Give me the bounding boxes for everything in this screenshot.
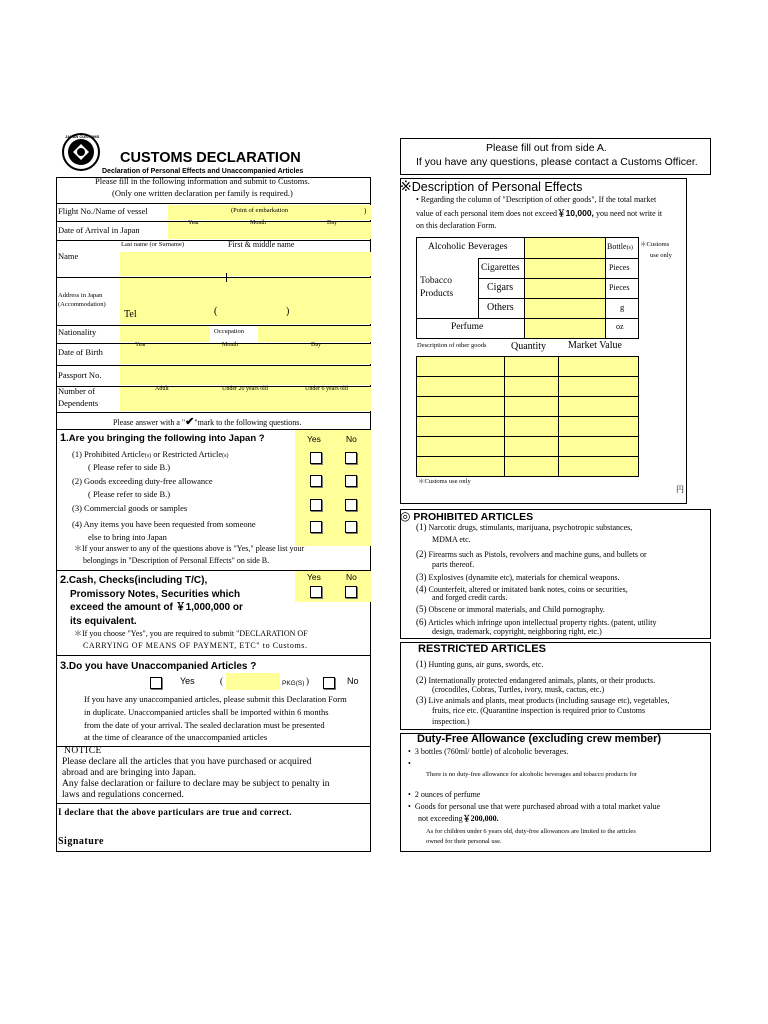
bottles-unit: Bottle(s) bbox=[607, 242, 633, 251]
nationality-label: Nationality bbox=[58, 327, 97, 337]
instructions-line1: Please fill in the following information and submit to Customs. bbox=[95, 176, 310, 186]
pe-customs-use-only: ＊Customs use only bbox=[418, 478, 471, 485]
q1-item1-yes-checkbox[interactable] bbox=[310, 452, 322, 464]
q3-no-checkbox[interactable] bbox=[323, 677, 335, 689]
perfume-unit: oz bbox=[616, 322, 624, 331]
q3-text-2: in duplicate. Unaccompanied articles shall be imported within 6 months bbox=[84, 707, 329, 717]
q3-yes-checkbox[interactable] bbox=[150, 677, 162, 689]
passport-label: Passport No. bbox=[58, 370, 102, 380]
notice-title: NOTICE bbox=[64, 746, 102, 756]
prohibited-item-4: (4) Counterfeit, altered or imitated bank notes, coins or securities, bbox=[416, 584, 628, 594]
q1-item3-no-checkbox[interactable] bbox=[345, 499, 357, 511]
duty-free-bullet-2: • bbox=[408, 759, 411, 768]
address-label-1: Address in Japan bbox=[58, 292, 103, 299]
signature-label: Signature bbox=[58, 836, 104, 847]
tobacco-label-2: Products bbox=[420, 289, 454, 299]
q1-item4-no-checkbox[interactable] bbox=[345, 521, 357, 533]
q2-note-1: ＊If you choose "Yes", you are required to submit "DECLARATION OF bbox=[74, 629, 308, 638]
pe-note-3: on this declaration Form. bbox=[416, 221, 497, 230]
embarkation-close: ) bbox=[364, 207, 367, 215]
q1-item3-yes-checkbox[interactable] bbox=[310, 499, 322, 511]
q3-heading: 3.Do you have Unaccompanied Articles ? bbox=[60, 660, 257, 672]
side-b-line2: If you have any questions, please contact a Customs Officer. bbox=[416, 156, 698, 168]
q1-item2-no-checkbox[interactable] bbox=[345, 475, 357, 487]
q1-item-4-cont: else to bring into Japan bbox=[88, 532, 167, 542]
q3-no-label: No bbox=[347, 676, 359, 686]
prohibited-title: ◎ PROHIBITED ARTICLES bbox=[400, 509, 534, 523]
duty-free-item-2: • 2 ounces of perfume bbox=[408, 790, 481, 799]
declaration-statement: I declare that the above particulars are true and correct. bbox=[58, 807, 292, 817]
q1-item-2-note: ( Please refer to side B.) bbox=[88, 489, 171, 499]
others-input[interactable] bbox=[525, 299, 605, 318]
logo-text: JAPAN CUSTOMS bbox=[65, 134, 100, 139]
under6-label: Under 6 years old bbox=[305, 386, 348, 392]
form-subtitle: Declaration of Personal Effects and Unaccompanied Articles bbox=[102, 168, 304, 175]
q3-text-3: from the date of your arrival. The sealed declaration must be presented bbox=[84, 720, 325, 730]
name-input[interactable] bbox=[120, 252, 371, 276]
yen-mark: 円 bbox=[676, 485, 684, 494]
alcohol-input[interactable] bbox=[525, 238, 605, 258]
q1-note-2: belongings in "Description of Personal Effects" on side B. bbox=[83, 556, 270, 565]
restricted-item-2: (2) Internationally protected endangered animals, plants, or their products. bbox=[416, 675, 656, 685]
dob-year: Year bbox=[135, 342, 147, 348]
flight-label: Flight No./Name of vessel bbox=[58, 206, 148, 216]
q1-item1-no-checkbox[interactable] bbox=[345, 452, 357, 464]
prohibited-item-6-cont: design, trademark, copyright, neighboring right, etc.) bbox=[432, 627, 602, 636]
instructions-line2: (Only one written declaration per family is required.) bbox=[112, 188, 293, 198]
alcohol-label: Alcoholic Beverages bbox=[428, 242, 508, 252]
last-name-label: Last name (or Surname) bbox=[121, 241, 184, 248]
tobacco-label-1: Tobacco bbox=[420, 276, 453, 286]
restricted-item-3: (3) Live animals and plants, meat products (including sausage etc), vegetables, bbox=[416, 695, 670, 705]
notice-line-1: Please declare all the articles that you have purchased or acquired bbox=[62, 757, 312, 767]
nationality-input[interactable] bbox=[120, 326, 210, 342]
q1-note-1: ＊If your answer to any of the questions above is "Yes," please list your bbox=[74, 544, 305, 553]
q2-no-label: No bbox=[346, 572, 357, 582]
q3-text-1: If you have any unaccompanied articles, please submit this Declaration Form bbox=[84, 694, 347, 704]
month-label: Month bbox=[250, 220, 267, 226]
q2-yes-checkbox[interactable] bbox=[310, 586, 322, 598]
q1-item-1-note: ( Please refer to side B.) bbox=[88, 462, 171, 472]
q2-line4: its equivalent. bbox=[70, 616, 137, 627]
restricted-item-1: (1) Hunting guns, air guns, swords, etc. bbox=[416, 659, 544, 669]
duty-free-note-2b: owned for their personal use. bbox=[426, 838, 502, 845]
q2-line3: exceed the amount of ￥1,000,000 or bbox=[70, 602, 243, 613]
others-label: Others bbox=[487, 302, 514, 313]
restricted-item-3-cont: fruits, rice etc. (Quarantine inspection is required prior to Customs bbox=[432, 706, 646, 715]
dob-day: Day bbox=[311, 342, 321, 348]
form-title: CUSTOMS DECLARATION bbox=[120, 150, 301, 166]
first-name-label: First & middle name bbox=[228, 240, 295, 249]
dependents-label-2: Dependents bbox=[58, 398, 99, 408]
tel-close: ) bbox=[286, 306, 290, 317]
q2-no-checkbox[interactable] bbox=[345, 586, 357, 598]
others-unit: g bbox=[620, 302, 625, 312]
q3-pkg-input[interactable] bbox=[226, 673, 280, 690]
duty-free-item-1: • 3 bottles (760ml/ bottle) of alcoholic beverages. bbox=[408, 747, 569, 756]
q2-line2: Promissory Notes, Securities which bbox=[70, 589, 241, 600]
dob-label: Date of Birth bbox=[58, 347, 103, 357]
customs-logo bbox=[62, 133, 100, 171]
prohibited-item-2-cont: parts thereof. bbox=[432, 560, 475, 569]
prohibited-item-6: (6) Articles which infringe upon intellectual property rights. (patent, utility bbox=[416, 617, 657, 627]
adult-label: Adult bbox=[155, 386, 169, 392]
perfume-label: Perfume bbox=[451, 322, 484, 332]
passport-input[interactable] bbox=[120, 366, 371, 385]
year-label: Year bbox=[188, 220, 200, 226]
other-goods-label: Description of other goods bbox=[417, 342, 487, 349]
pe-note-1: • Regarding the column of "Description of other goods", If the total market bbox=[416, 195, 657, 204]
notice-line-3: Any false declaration or failure to declare may be subject to penalty in bbox=[62, 779, 330, 789]
q1-item2-yes-checkbox[interactable] bbox=[310, 475, 322, 487]
cigars-label: Cigars bbox=[487, 282, 514, 293]
notice-line-2: abroad and are bringing into Japan. bbox=[62, 768, 197, 778]
q1-no-label: No bbox=[346, 434, 357, 444]
customs-only-label-2: use only bbox=[650, 252, 672, 259]
cigarettes-unit: Pieces bbox=[609, 263, 630, 272]
dob-input[interactable] bbox=[120, 344, 371, 364]
occupation-label: Occupation bbox=[214, 328, 244, 335]
prohibited-item-5: (5) Obscene or immoral materials, and Child pornography. bbox=[416, 604, 605, 614]
q1-item4-yes-checkbox[interactable] bbox=[310, 521, 322, 533]
tel-label: Tel bbox=[124, 309, 137, 320]
q1-item-3: (3) Commercial goods or samples bbox=[72, 503, 188, 513]
q2-heading: 2.Cash, Checks(including T/C), bbox=[60, 574, 208, 586]
prohibited-item-1-cont: MDMA etc. bbox=[432, 535, 471, 544]
market-value-label: Market Value bbox=[568, 340, 622, 351]
q3-text-4: at the time of clearance of the unaccompanied articles bbox=[84, 732, 268, 742]
q3-pkg-label: PKG(S) bbox=[282, 680, 305, 687]
arrival-label: Date of Arrival in Japan bbox=[58, 225, 140, 235]
q3-close: ) bbox=[306, 676, 309, 686]
q1-item-2: (2) Goods exceeding duty-free allowance bbox=[72, 476, 213, 486]
restricted-item-3-cont2: inspection.) bbox=[432, 717, 470, 726]
q1-yes-column bbox=[295, 430, 371, 546]
cigars-input[interactable] bbox=[525, 279, 605, 298]
q3-yes-label: Yes bbox=[180, 676, 195, 686]
notice-line-4: laws and regulations concerned. bbox=[62, 790, 184, 800]
dependents-label-1: Number of bbox=[58, 386, 96, 396]
side-b-line1: Please fill out from side A. bbox=[486, 142, 607, 154]
q1-item-4: (4) Any items you have been requested from someone bbox=[72, 519, 256, 529]
address-label-2: (Accommodation) bbox=[58, 301, 106, 308]
prohibited-item-2: (2) Firearms such as Pistols, revolvers and machine guns, and bullets or bbox=[416, 549, 647, 559]
address-input[interactable] bbox=[120, 278, 371, 324]
day-label: Day bbox=[327, 220, 337, 226]
under20-label: Under 20 years old bbox=[222, 386, 268, 392]
questions-intro: Please answer with a "✔"mark to the following questions. bbox=[113, 416, 302, 428]
restricted-title: RESTRICTED ARTICLES bbox=[418, 643, 546, 655]
q1-yes-label: Yes bbox=[307, 434, 321, 444]
duty-free-item-3: • Goods for personal use that were purchased abroad with a total market value bbox=[408, 802, 661, 811]
duty-free-item-3-cont: not exceeding￥200,000. bbox=[418, 814, 499, 823]
q2-yes-label: Yes bbox=[307, 572, 321, 582]
prohibited-item-3: (3) Explosives (dynamite etc), materials for chemical weapons. bbox=[416, 572, 620, 582]
cigarettes-label: Cigarettes bbox=[481, 263, 520, 273]
quantity-label: Quantity bbox=[511, 341, 546, 352]
occupation-input[interactable] bbox=[258, 326, 371, 342]
tel-open: ( bbox=[214, 306, 218, 317]
restricted-item-2-cont: (crocodiles, Cobras, Turtles, ivory, musk, cactus, etc.) bbox=[432, 685, 605, 694]
pe-note-2: value of each personal item does not exceed￥10,000, you need not write it bbox=[416, 208, 663, 218]
q1-heading: 1.Are you bringing the following into Japan ? bbox=[60, 432, 265, 444]
dob-month: Month bbox=[222, 342, 239, 348]
prohibited-item-4-cont: and forged credit cards. bbox=[432, 593, 508, 602]
prohibited-item-1: (1) Narcotic drugs, stimulants, marijuana, psychotropic substances, bbox=[416, 522, 633, 532]
duty-free-note-2a: As for children under 6 years old, duty-free allowances are limited to the articles bbox=[426, 828, 636, 835]
name-label: Name bbox=[58, 251, 79, 261]
cigarettes-input[interactable] bbox=[525, 259, 605, 278]
cigars-unit: Pieces bbox=[609, 283, 630, 292]
perfume-input[interactable] bbox=[525, 319, 605, 338]
embarkation-label: (Point of embarkation bbox=[231, 207, 289, 214]
signature-field[interactable] bbox=[115, 828, 365, 848]
duty-free-note-1: There is no duty-free allowance for alcoholic beverages and tobacco products for bbox=[426, 771, 637, 778]
q2-note-2: CARRYING OF MEANS OF PAYMENT, ETC" to Customs. bbox=[83, 641, 308, 650]
q1-item-1: (1) Prohibited Article(s) or Restricted Article(s) bbox=[72, 449, 229, 459]
duty-free-title: Duty-Free Allowance (excluding crew member) bbox=[417, 733, 662, 745]
q3-open: ( bbox=[220, 676, 223, 686]
personal-effects-title: ※Description of Personal Effects bbox=[400, 178, 583, 194]
customs-only-label-1: ＊Customs bbox=[640, 241, 670, 248]
